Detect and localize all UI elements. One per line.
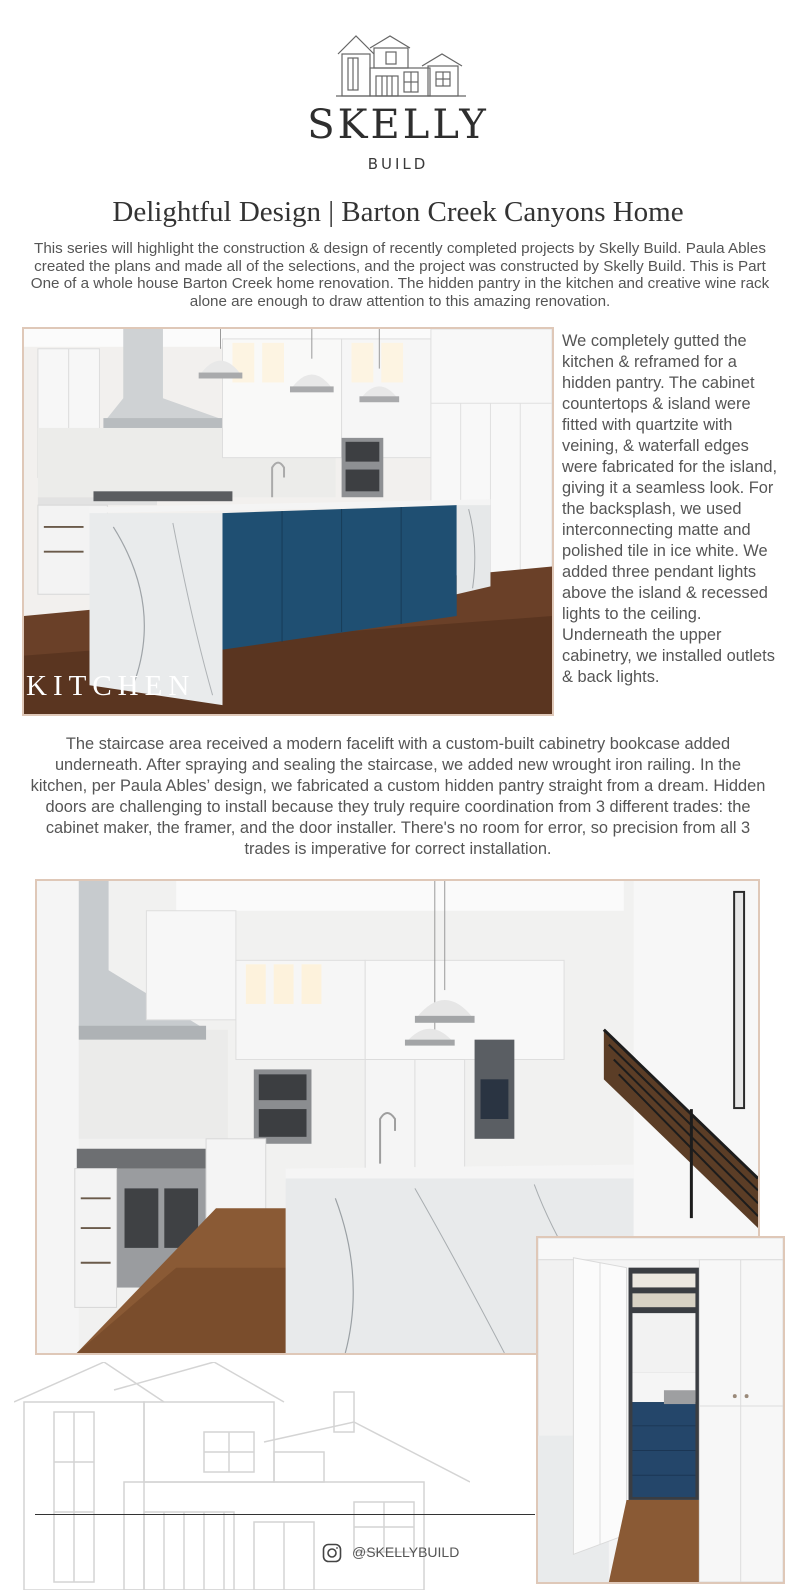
instagram-icon — [322, 1543, 342, 1563]
staircase-paragraph: The staircase area received a modern facelift with a custom-built cabinetry bookcase added underneath. After spraying and sealing the staircase, we added new wrought iron railing. In the kitchen, per Paula Ables’ design, we fabricated a custom hidden pantry straight from a dream. Hidden doors are challenging to install because they truly require coordination from 3 different trades: the cabinet maker, the framer, and the door installer. There's no room for error, so precision from all 3 trades is imperative for correct installation. — [30, 735, 766, 858]
page-title: Delightful Design | Barton Creek Canyons Home — [112, 196, 684, 228]
logo-house-icon — [336, 32, 466, 98]
hidden-pantry-photo — [536, 1236, 785, 1584]
intro-paragraph: This series will highlight the construction & design of recently completed projects by Skelly Build. Paula Ables created the plans and made all of the selections, and the project was constructed by Skelly Build. This is Part One of a whole house Barton Creek home renovation. The hidden pantry in the kitchen and creative wine rack alone are enough to draw attention to this amazing renovation. — [30, 240, 770, 310]
kitchen-photo — [22, 327, 554, 716]
side-paragraph: We completely gutted the kitchen & reframed for a hidden pantry. The cabinet countertops & island were fitted with quartzite with veining, & waterfall edges were fabricated for the island, giving it a seamless look. For the backsplash, we used interconnecting matte and polished tile in ice white. We added three pendant lights above the island & recessed lights to the ceiling. Underneath the upper cabinetry, we installed outlets & back lights. — [562, 332, 778, 686]
brand-sub: BUILD — [367, 155, 429, 173]
footer-divider — [35, 1514, 535, 1515]
instagram-handle: @SKELLYBUILD — [352, 1544, 460, 1560]
brand-name: SKELLY — [307, 102, 489, 148]
photo-label: KITCHEN — [26, 670, 196, 702]
